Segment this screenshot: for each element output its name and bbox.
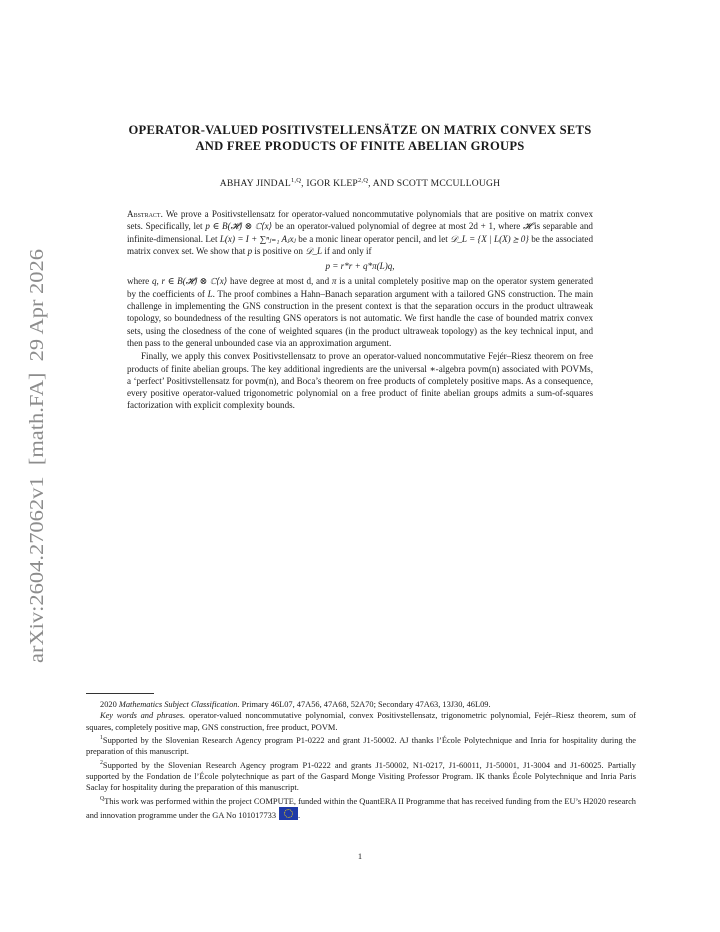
footnote-1-text: Supported by the Slovenian Research Agency program P1-0222 and grant J1-50002. AJ thanks l’École Polytechnique and Inria for hospitality during the preparation of this manuscript. xyxy=(86,736,636,757)
msc-label: Mathematics Subject Classification. xyxy=(118,700,240,709)
math-inline: d xyxy=(306,276,312,287)
abstract-paragraph-1-continued xyxy=(127,275,593,349)
abstract-label: Abstract. xyxy=(127,209,163,219)
author-2-affiliation-marks: 2,Q xyxy=(357,177,369,184)
keywords-label: Key words and phrases. xyxy=(100,711,186,721)
msc-footnote xyxy=(86,699,636,710)
abstract-text: where xyxy=(127,276,152,287)
footnote-2-mark: 2 xyxy=(100,759,103,766)
abstract-text: be a monic linear operator pencil, and let xyxy=(295,233,451,244)
footnote-1 xyxy=(86,733,636,758)
abstract-text: be an operator-valued polynomial of degree at most xyxy=(272,221,469,232)
author-1-affiliation-marks: 1,Q xyxy=(290,177,302,184)
math-inline: povm(n) xyxy=(245,375,277,386)
abstract-text: is separable and infinite-dimensional. Let xyxy=(127,221,593,244)
abstract-text: , and Boca’s theorem on free products of completely positive maps. As a consequence, every positive operator-valued trigonometric polynomial on a free product of finite abelian groups admits a sum-of-squares factorization with explicit complexity bounds. xyxy=(127,375,593,411)
keywords-text: operator-valued noncommutative polynomial, convex Positivstellensatz, trigonometric polynomial, Fejér–Riesz theorem, sum of squares, completely positive map, GNS construction, free product, POVM. xyxy=(86,711,637,732)
footnote-q-text: This work was performed within the project COMPUTE, funded within the QuantERA II Programme that has received funding from the EU’s H2020 research and innovation programme under the GA No 101017733 xyxy=(86,796,636,821)
abstract-paragraph-1 xyxy=(127,208,593,257)
abstract-text: Finally, we apply this convex Positivstellensatz to prove an operator-valued noncommutative Fejér–Riesz theorem on free products of finite abelian groups. The key additional ingredients are the universal ∗-algebra xyxy=(127,351,593,374)
math-inline: π xyxy=(331,276,337,287)
abstract-text: have degree at most xyxy=(227,276,307,287)
footnote-2-text: Supported by the Slovenian Research Agency program P1-0222 and grants J1-50002, N1-0217, J1-60011, J1-50001, J1-3004 and J1-60025. Partially supported by the Fondation de l’École polytechnique as part of the Gaspard Monge Visiting Professor Program. IK thanks École Polytechnique and Inria Paris Saclay for hospitality during the preparation of this manuscript. xyxy=(86,760,636,793)
abstract-text: is positive on xyxy=(252,245,306,256)
footnote-divider xyxy=(86,693,154,694)
footnote-q-mark: Q xyxy=(100,795,105,802)
math-inline: 𝒟_L xyxy=(305,245,323,256)
arxiv-stamp-text: arXiv:2604.27062v1 [math.FA] 29 Apr 2026 xyxy=(26,285,48,663)
footnotes xyxy=(86,699,636,821)
abstract-text: , where xyxy=(493,221,524,232)
abstract-text: . The proof combines a Hahn–Banach separation argument with a tailored GNS construction. The main challenge in implementing the GNS construction in the present context is that the separation occurs in the product ultraweak topology, so boundedness of the resulting GNS operators is not automatic. We first handle the case of bounded matrix convex sets, using the closedness of the cone of weighted squares (in the product ultraweak topology) as the key technical input, and then pass to the general unbounded case via an approximation argument. xyxy=(127,288,593,348)
abstract-text: We prove a Positivstellensatz for operator-valued noncommutative polynomials that are positive on matrix convex sets. Specifically, let xyxy=(127,209,593,232)
abstract xyxy=(127,208,593,412)
display-equation: p = r*r + q*π(L)q, xyxy=(325,261,395,272)
abstract-text: , and xyxy=(311,276,332,287)
title-line-2: AND FREE PRODUCTS OF FINITE ABELIAN GROUPS xyxy=(195,139,525,153)
math-inline: q, r ∈ B(𝓗) ⊗ ℂ⟨x⟩ xyxy=(151,276,228,287)
footnote-2 xyxy=(86,758,636,794)
abstract-text: be the associated matrix convex set. We show that xyxy=(127,233,593,256)
author-list xyxy=(60,177,660,189)
footnote-1-mark: 1 xyxy=(100,735,103,742)
math-inline: povm(n) xyxy=(468,363,500,374)
keywords-footnote xyxy=(86,710,636,733)
msc-text: Primary 46L07, 47A56, 47A68, 52A70; Secondary 47A63, 13J30, 46L09. xyxy=(239,700,491,709)
title-line-1: OPERATOR-VALUED POSITIVSTELLENSÄTZE ON MATRIX CONVEX SETS xyxy=(128,123,592,137)
abstract-text: is a unital completely positive map on the operator system generated by the coefficients of xyxy=(127,276,594,299)
math-inline: p xyxy=(247,245,253,256)
abstract-text: associated with POVMs, a ‘perfect’ Positivstellensatz for xyxy=(127,363,593,386)
arxiv-stamp xyxy=(12,245,52,665)
math-inline: 𝓗 xyxy=(523,221,532,232)
msc-year: 2020 xyxy=(100,700,119,709)
math-inline: L xyxy=(207,288,213,299)
author-2: , IGOR KLEP xyxy=(301,178,358,190)
page-number: 1 xyxy=(357,851,363,861)
math-inline: 𝒟_L = {X | L(X) ⪰ 0} xyxy=(450,233,529,244)
abstract-text: if and only if xyxy=(322,245,372,256)
math-inline: p ∈ B(𝓗) ⊗ ℂ⟨x⟩ xyxy=(205,221,273,232)
author-3: , AND SCOTT MCCULLOUGH xyxy=(368,178,501,190)
math-inline: 2d + 1 xyxy=(468,221,494,232)
author-1: ABHAY JINDAL xyxy=(219,178,291,190)
paper-title xyxy=(60,122,660,154)
abstract-paragraph-2 xyxy=(127,350,593,411)
footnote-q-end: . xyxy=(298,811,301,821)
eu-flag-icon xyxy=(279,807,301,821)
footnote-q xyxy=(86,794,636,822)
math-inline: L(x) = I + ∑ⁿⱼ₌₁ Aⱼxⱼ xyxy=(219,233,296,244)
